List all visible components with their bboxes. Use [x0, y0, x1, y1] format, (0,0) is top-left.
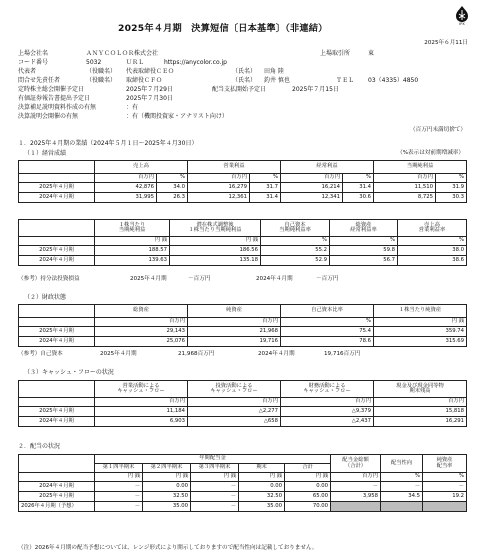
table-cell: 16,291	[374, 417, 467, 427]
equity-note-period1: 2025年４月期	[100, 351, 137, 357]
dividend-footnote: （注）2026年４月期の配当予想については、レンジ形式により開示しておりますので配当性向は記載しておりません。	[18, 545, 318, 551]
header-operating-cf: 営業活動による キャッシュ・フロー	[95, 381, 188, 398]
table-cell: △2,437	[281, 417, 374, 427]
table-cell: 19.2	[423, 492, 467, 502]
table-cell: 8,725	[374, 193, 436, 203]
table-cell: －	[95, 502, 143, 512]
section1-sub1-note: （%表示は対前期増減率）	[397, 150, 464, 156]
table-cell: 31.4	[250, 193, 281, 203]
unit-cell: 百万円	[95, 174, 157, 183]
table-cell: △9,379	[281, 407, 374, 417]
table-cell: 26.3	[157, 193, 188, 203]
table-cell: 35.00	[143, 502, 191, 512]
table-cell: 31,995	[95, 193, 157, 203]
table-cell: 0.00	[239, 482, 285, 492]
header-bps: １株当たり純資産	[374, 305, 467, 318]
exchange-label: 上場取引所	[320, 50, 351, 57]
table-cell: △2,277	[188, 407, 281, 417]
unit-cell: 円 銭	[143, 473, 191, 482]
equity-note-label: （参考）自己資本	[18, 351, 63, 357]
unit-cell: 円 銭	[95, 473, 143, 482]
unit-blank	[19, 473, 95, 482]
header-total: 合計	[285, 464, 331, 473]
unit-cell: 百万円	[281, 398, 374, 407]
header-sales: 売上高	[95, 161, 188, 174]
header-equity-ratio: 自己資本比率	[281, 305, 374, 318]
exchange: 東	[368, 50, 375, 57]
table-row	[19, 256, 467, 266]
header-roa: 総資産 経常利益率	[330, 220, 398, 237]
per-share-table	[18, 219, 467, 266]
table-row	[19, 337, 467, 347]
header-annual-dividend: 年間配当金	[95, 455, 331, 464]
table-cell: 16,214	[281, 183, 343, 193]
header-financing-cf: 財務活動による キャッシュ・フロー	[281, 381, 374, 398]
unit-cell: 百万円	[188, 318, 281, 327]
unit-cell: %	[423, 473, 467, 482]
row-label: 2025年４月期	[19, 407, 95, 417]
header-year-end: 期末	[239, 464, 285, 473]
table-row	[19, 502, 467, 512]
report-label: 有価証券報告書提出予定日	[18, 95, 91, 102]
contact-name-label: （氏名）	[232, 77, 257, 84]
table-cell: 135.18	[170, 256, 261, 266]
equity-method-value2: －百万円	[316, 276, 339, 282]
table-cell: 35.00	[239, 502, 285, 512]
header-operating-income: 営業利益	[188, 161, 281, 174]
contact-label: 問合せ先責任者	[18, 77, 61, 84]
table-header-blank	[19, 381, 95, 398]
unit-cell: 円 銭	[95, 237, 170, 246]
table-row	[19, 417, 467, 427]
header-net-assets: 純資産	[188, 305, 281, 318]
table-cell: 30.6	[343, 193, 374, 203]
dividend-table	[18, 454, 467, 512]
header-ordinary-income: 経常利益	[281, 161, 374, 174]
table-header-blank	[19, 305, 95, 318]
table-row	[19, 492, 467, 502]
table-cell: 70.00	[285, 502, 331, 512]
row-label: 2026年４月期（予想）	[19, 502, 95, 512]
unit-cell: %	[281, 318, 374, 327]
header-payout-ratio: 配当性向	[381, 455, 423, 473]
svg-text:JPX: JPX	[459, 22, 465, 25]
header-investing-cf: 投資活動による キャッシュ・フロー	[188, 381, 281, 398]
section1-sub3: （３）キャッシュ・フローの状況	[24, 369, 114, 376]
table-cell: 0.00	[143, 482, 191, 492]
section2-title: ２．配当の状況	[18, 443, 61, 450]
equity-method-period1: 2025年４月期	[130, 276, 167, 282]
rep-role-label: （役職名）	[86, 68, 117, 75]
table-cell: 188.57	[95, 246, 170, 256]
table-cell: 42,876	[95, 183, 157, 193]
table-cell: －	[95, 492, 143, 502]
tel: 03（4335）4850	[368, 77, 419, 84]
unit-cell: 百万円	[95, 398, 188, 407]
header-total-dividend: 配当金総額 （合計）	[331, 455, 381, 473]
contact-name: 釣井 慎也	[264, 77, 290, 84]
header-roe: 自己資本 当期純利益率	[261, 220, 330, 237]
table-cell: －	[331, 482, 381, 492]
unit-cell: %	[436, 174, 467, 183]
table-cell: 55.2	[261, 246, 330, 256]
table-cell: 30.3	[436, 193, 467, 203]
unit-cell: 百万円	[188, 174, 250, 183]
briefing-label: 決算説明会開催の有無	[18, 113, 79, 120]
unit-blank	[19, 174, 95, 183]
table-cell: 65.00	[285, 492, 331, 502]
equity-method-period2: 2024年４月期	[256, 276, 293, 282]
unit-cell: %	[330, 237, 398, 246]
unit-cell: %	[343, 174, 374, 183]
unit-cell: 円 銭	[285, 473, 331, 482]
date: 2025年６月11日	[424, 40, 468, 46]
unit-cell: 百万円	[95, 318, 188, 327]
table-cell: 38.0	[398, 246, 467, 256]
company-label: 上場会社名	[18, 50, 49, 57]
table-cell: 11,184	[95, 407, 188, 417]
row-label: 2024年４月期	[19, 482, 95, 492]
row-label: 2024年４月期	[19, 337, 95, 347]
unit-cell: %	[398, 237, 467, 246]
table-cell: 315.69	[374, 337, 467, 347]
table-row	[19, 193, 467, 203]
table-cell: 32.50	[239, 492, 285, 502]
table-cell: 31.4	[343, 183, 374, 193]
rep-name-label: （氏名）	[232, 68, 257, 75]
table-cell: 0.00	[285, 482, 331, 492]
table-cell: 21,968	[188, 327, 281, 337]
unit-cell: 百万円	[374, 174, 436, 183]
table-cell: 25,076	[95, 337, 188, 347]
table-cell: 56.7	[330, 256, 398, 266]
table-cell: －	[191, 482, 239, 492]
table-row	[19, 246, 467, 256]
url-label: ＵＲＬ	[126, 59, 145, 66]
unit-cell: 百万円	[188, 398, 281, 407]
table-cell-shaded	[423, 502, 467, 512]
table-cell: 3,958	[331, 492, 381, 502]
unit-blank	[19, 318, 95, 327]
company-name: ＡＮＹＣＯＬＯＲ株式会社	[86, 50, 159, 57]
table-cell: －	[423, 482, 467, 492]
unit-cell: %	[381, 473, 423, 482]
row-label: 2025年４月期	[19, 327, 95, 337]
table-cell: 359.74	[374, 327, 467, 337]
unit-cell: 円 銭	[191, 473, 239, 482]
table-cell: 52.9	[261, 256, 330, 266]
rep-role: 代表取締役ＣＥＯ	[126, 68, 175, 75]
table-cell: －	[381, 482, 423, 492]
table-cell: △658	[188, 417, 281, 427]
table-cell: －	[191, 502, 239, 512]
table-cell: 32.50	[143, 492, 191, 502]
table-cell: 15,818	[374, 407, 467, 417]
cash-flow-table	[18, 380, 467, 427]
table-cell: 75.4	[281, 327, 374, 337]
section1-sub2: （２）財政状態	[24, 294, 67, 301]
table-cell: 6,903	[95, 417, 188, 427]
header-op-margin: 売上高 営業利益率	[398, 220, 467, 237]
table-row	[19, 327, 467, 337]
row-label: 2024年４月期	[19, 193, 95, 203]
table-cell: 11,510	[374, 183, 436, 193]
unit-cell: 百万円	[374, 398, 467, 407]
equity-method-label: （参考）持分法投資損益	[18, 276, 80, 282]
supp-value: ：有	[126, 104, 139, 111]
table-row	[19, 183, 467, 193]
table-row	[19, 482, 467, 492]
rep-name: 田角 陸	[264, 68, 284, 75]
table-cell: 31.9	[436, 183, 467, 193]
table-cell-shaded	[381, 502, 423, 512]
unit-cell: %	[261, 237, 330, 246]
table-cell: 12,361	[188, 193, 250, 203]
contact-role: 取締役ＣＦＯ	[126, 77, 163, 84]
row-label: 2025年４月期	[19, 183, 95, 193]
table-cell: －	[95, 482, 143, 492]
table-cell-shaded	[331, 502, 381, 512]
unit-cell: 円 銭	[374, 318, 467, 327]
equity-note-period2: 2024年４月期	[258, 351, 295, 357]
table-cell: 38.6	[398, 256, 467, 266]
report-date: 2025年７月30日	[126, 95, 173, 102]
tel-label: ＴＥＬ	[336, 77, 355, 84]
unit-cell: %	[157, 174, 188, 183]
page-title: 2025年４月期 決算短信〔日本基準〕（非連結）	[118, 23, 328, 34]
table-cell: －	[191, 492, 239, 502]
results-table	[18, 160, 467, 203]
agm-label: 定時株主総会開催予定日	[18, 86, 85, 93]
supp-label: 決算補足説明資料作成の有無	[18, 104, 97, 111]
unit-cell: %	[250, 174, 281, 183]
row-label: 2024年４月期	[19, 256, 95, 266]
equity-note-value1: 21,968百万円	[178, 351, 215, 357]
row-label: 2024年４月期	[19, 417, 95, 427]
header-q1: 第１四半期末	[95, 464, 143, 473]
rep-label: 代表者	[18, 68, 37, 75]
div-start-label: 配当支払開始予定日	[212, 86, 267, 93]
unit-cell: 百万円	[281, 174, 343, 183]
url-link[interactable]: https://anycolor.co.jp	[164, 59, 227, 66]
div-start-date: 2025年７月15日	[292, 86, 339, 93]
table-cell: 19,716	[188, 337, 281, 347]
table-cell: 31.7	[250, 183, 281, 193]
unit-cell: 円 銭	[170, 237, 261, 246]
header-total-assets: 総資産	[95, 305, 188, 318]
code-label: コード番号	[18, 59, 49, 66]
table-header-blank	[19, 161, 95, 174]
header-net-income: 当期純利益	[374, 161, 467, 174]
row-label: 2025年４月期	[19, 246, 95, 256]
table-cell: 29,143	[95, 327, 188, 337]
table-cell: 59.8	[330, 246, 398, 256]
table-row	[19, 407, 467, 417]
code: 5032	[86, 59, 102, 66]
header-q2: 第２四半期末	[143, 464, 191, 473]
financial-position-table	[18, 304, 467, 347]
table-header-blank	[19, 220, 95, 237]
header-q3: 第３四半期末	[191, 464, 239, 473]
table-cell: 34.0	[157, 183, 188, 193]
equity-note-value2: 19,716百万円	[324, 351, 361, 357]
section1-sub1: （１）経営成績	[24, 150, 67, 157]
header-diluted-eps: 潜在株式調整後 １株当たり当期純利益	[170, 220, 261, 237]
row-label: 2025年４月期	[19, 492, 95, 502]
table-cell: 186.56	[170, 246, 261, 256]
table-cell: 16,279	[188, 183, 250, 193]
table-header-blank	[19, 455, 95, 473]
table-cell: 12,341	[281, 193, 343, 203]
agm-date: 2025年７月29日	[126, 86, 173, 93]
unit-blank	[19, 398, 95, 407]
unit-cell: 百万円	[331, 473, 381, 482]
rounding-note: （百万円未満切捨て）	[410, 127, 466, 133]
contact-role-label: （役職名）	[86, 77, 117, 84]
table-cell: 139.63	[95, 256, 170, 266]
table-cell: 34.5	[381, 492, 423, 502]
equity-method-value1: －百万円	[188, 276, 211, 282]
header-dividend-on-equity: 純資産 配当率	[423, 455, 467, 473]
unit-cell: 円 銭	[239, 473, 285, 482]
header-eps: １株当たり 当期純利益	[95, 220, 170, 237]
unit-blank	[19, 237, 95, 246]
briefing-value: ：有（機関投資家・アナリスト向け）	[126, 113, 228, 120]
header-cash-balance: 現金及び現金同等物 期末残高	[374, 381, 467, 398]
table-cell: 78.6	[281, 337, 374, 347]
section1-title: １．2025年４月期の業績（2024年５月１日～2025年４月30日）	[18, 140, 198, 147]
exchange-logo-icon	[453, 5, 471, 25]
